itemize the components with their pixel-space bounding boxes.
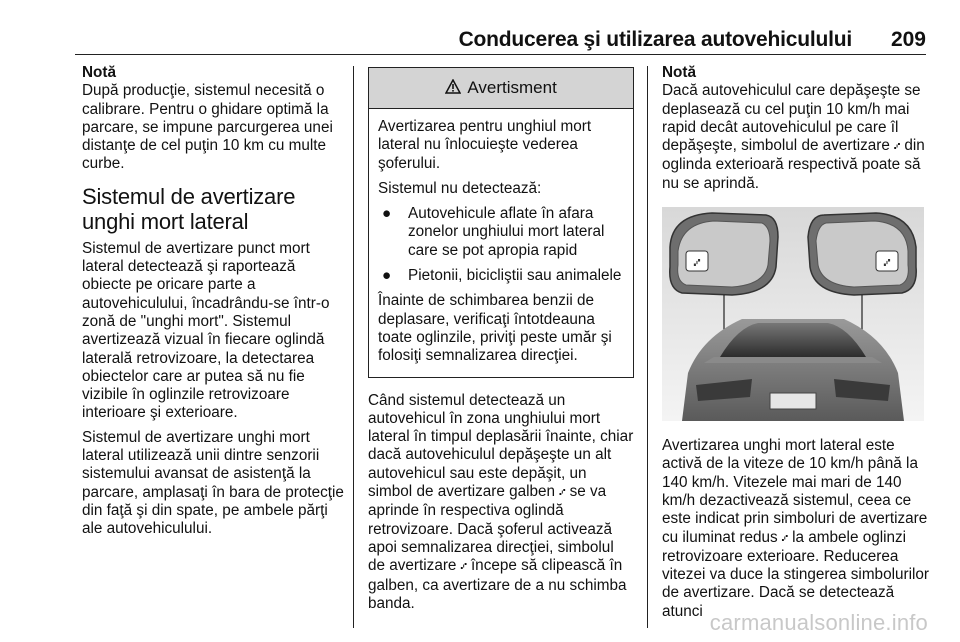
paragraph-text: Avertizarea unghi mort lateral este activă de la viteze de 10 km/h până la 140 km/h. Vitezele mai mari de 140 km/h dezactivează sistemul, ceea ce este indicat prin simboluri de avertizare cu iluminat redus — [662, 437, 928, 546]
note-text-part: Dacă autovehiculul care depăşeşte se deplasează cu cel puţin 10 km/h mai rapid decât autovehiculul pe care îl depăşeşte, simbolul de avertizare — [662, 82, 921, 155]
paragraph-text: se va aprinde în respectiva oglindă retrovizoare. Dacă şoferul activează apoi semnalizarea direcţiei, simbolul de avertizare — [368, 483, 614, 575]
section-heading: Sistemul de avertizare unghi mort lateral — [82, 183, 296, 234]
list-item-text: Pietonii, bicicliştii sau animalele — [408, 267, 622, 285]
column-left — [82, 64, 344, 545]
paragraph: Sistemul de avertizare punct mort lateral detectează şi raportează obiecte pe oricare parte a autovehiculului, încadrându-se într-o zonă de "unghi mort". Sistemul avertizează vizual în fiecare oglindă laterală retrovizoare, la detectarea obiectelor care ar putea să nu fie vizibile în oglinzile retrovizoare interioare şi exterioare. — [82, 239, 330, 422]
bullet: ● — [382, 205, 392, 223]
blind-spot-symbol-icon: ⑇ — [460, 561, 467, 573]
paragraph — [368, 392, 634, 614]
warning-box — [368, 67, 634, 378]
warning-text: Avertizarea pentru unghiul mort lateral nu înlocuieşte vederea şoferului. — [378, 118, 592, 172]
note-text-part: din oglinda exterioară respectivă poate să nu se aprindă. — [662, 137, 925, 192]
column-divider-2 — [647, 66, 648, 628]
warning-list — [378, 205, 624, 285]
mirror-car-illustration — [662, 207, 924, 421]
bullet: ● — [382, 267, 392, 285]
paragraph-text: Când sistemul detectează un autovehicul în zona unghiului mort lateral în timpul deplasării înainte, chiar dacă autovehiculul depăşeşte un alt autovehicul sau este depăşit, un simbol de avertizare galben — [368, 391, 634, 501]
list-item-text: Autovehicule aflate în afara zonelor unghiului mort lateral care se pot apropia rapid — [408, 205, 605, 259]
paragraph — [662, 437, 930, 621]
column-divider-1 — [353, 66, 354, 628]
list-item — [378, 205, 624, 260]
warning-text: Înainte de schimbarea benzii de deplasare, verificaţi întotdeauna toate oglinzile, priviţi peste umăr şi folosiţi semnalizarea direcţiei. — [378, 292, 612, 365]
note-title: Notă — [82, 64, 116, 81]
page-number: 209 — [890, 28, 926, 51]
blind-spot-symbol-icon: ⑇ — [781, 532, 788, 544]
header-divider — [75, 54, 926, 55]
section-title: Conducerea şi utilizarea autovehiculului — [458, 28, 852, 51]
svg-text:⑇: ⑇ — [693, 256, 701, 270]
warning-body — [369, 109, 633, 377]
warning-triangle-icon — [445, 80, 465, 97]
blind-spot-symbol-icon: ⑇ — [894, 141, 901, 153]
column-middle — [368, 64, 634, 619]
watermark-text: carmanualsonline.info — [709, 610, 928, 635]
note-text: După producţie, sistemul necesită o calibrare. Pentru o ghidare optimă la parcare, se impune parcurgerea unei distanţe de cel puţin 10 km cu multe curbe. — [82, 82, 333, 173]
note-title: Notă — [662, 64, 696, 81]
svg-text:⑇: ⑇ — [883, 256, 891, 270]
paragraph-text: începe să clipească în galben, ca avertizare de a nu schimba banda. — [368, 557, 627, 612]
blind-spot-symbol-icon: ⑇ — [559, 487, 566, 499]
paragraph-text: la ambele oglinzi retrovizoare exterioare. Reducerea vitezei va duce la stingerea simbolurilor de avertizare. Dacă se detectează atunci — [662, 528, 929, 620]
warning-text: Sistemul nu detectează: — [378, 179, 542, 197]
warning-title: Avertisment — [467, 78, 557, 97]
warning-header — [369, 68, 633, 109]
note-text — [662, 82, 930, 193]
column-right — [662, 64, 930, 627]
list-item — [378, 267, 624, 285]
paragraph: Sistemul de avertizare unghi mort lateral utilizează unii dintre senzorii sistemului avansat de asistenţă la parcare, amplasaţi în bara de protecţie din faţă şi din spate, pe ambele părţi ale autovehiculului. — [82, 428, 344, 538]
page-header — [0, 0, 960, 58]
